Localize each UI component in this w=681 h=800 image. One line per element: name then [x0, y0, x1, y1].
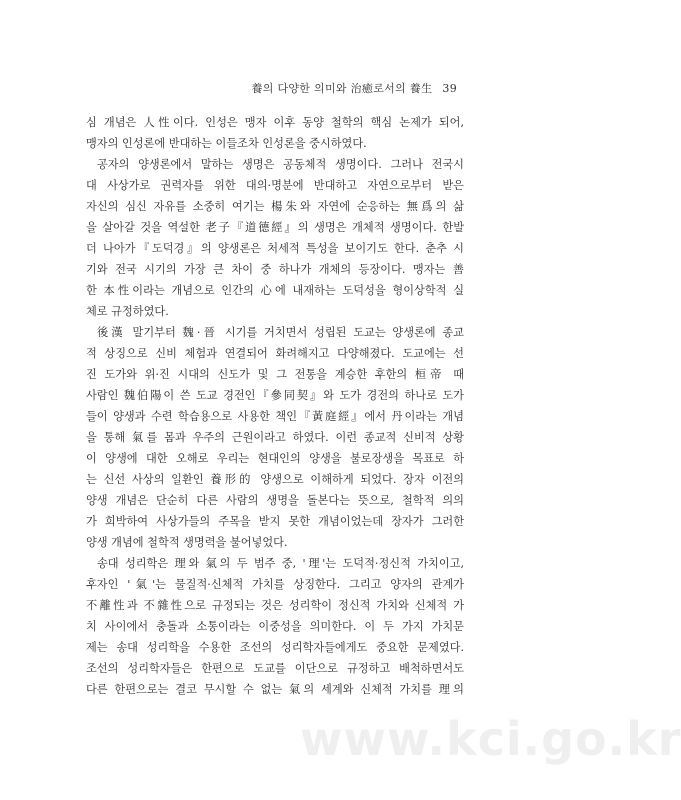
paragraph-4 — [86, 553, 464, 700]
text-line: 기와 전국 시기의 가장 큰 차이 중 하나가 개체의 등장이다. 맹자는 善 — [86, 263, 464, 276]
running-header — [251, 80, 457, 96]
text-line: 을 살아갈 것을 역설한 老子『道德經』의 생명은 개체적 생명이다. 한발 — [86, 221, 464, 234]
text-line: 양생 개념에 철학적 생명력을 불어넣었다. — [86, 536, 288, 549]
text-line: 양생 개념은 단순히 다른 사람의 생명을 돌본다는 뜻으로, 철학적 의의 — [86, 494, 464, 507]
text-line: 다른 한편으로는 결코 무시할 수 없는 氣의 세계와 신체적 가치를 理의 — [86, 683, 464, 696]
text-line: 을 통해 氣를 몸과 우주의 근원이라고 하였다. 이런 종교적 신비적 상황 — [86, 431, 464, 444]
text-line: 조선의 성리학자들은 한편으로 도교를 이단으로 규정하고 배척하면서도 — [86, 662, 464, 675]
text-line: 들이 양생과 수련 학습용으로 사용한 책인『黃庭經』에서 丹이라는 개념 — [86, 410, 464, 423]
text-line: 한 本性이라는 개념으로 인간의 心에 내재하는 도덕성을 형이상학적 실 — [86, 284, 464, 297]
text-line: 심 개념은 人性이다. 인성은 맹자 이후 동양 철학의 핵심 논제가 되어, — [86, 116, 464, 129]
text-line: 치 사이에서 충돌과 소통이라는 이중성을 의미한다. 이 두 가지 가치문 — [86, 620, 464, 633]
paragraph-2 — [86, 154, 464, 322]
text-line: 후자인 '氣'는 물질적·신체적 가치를 상징한다. 그리고 양자의 관계가 — [86, 578, 464, 591]
text-line: 자신의 심신 자유를 소중히 여기는 楊朱와 자연에 순응하는 無爲의 삶 — [86, 200, 464, 213]
paragraph-1 — [86, 112, 464, 154]
text-line: 체로 규정하였다. — [86, 305, 169, 318]
text-line: 가 희박하여 사상가들의 주목을 받지 못한 개념이었는데 장자가 그러한 — [86, 515, 464, 528]
paragraph-3 — [86, 322, 464, 553]
text-line: 공자의 양생론에서 말하는 생명은 공동체적 생명이다. 그러나 전국시 — [97, 158, 464, 171]
text-line: 는 신선 사상의 일환인 養形的 양생으로 이해하게 되었다. 장자 이전의 — [86, 473, 464, 486]
text-line: 사람인 魏伯陽이 쓴 도교 경전인『參同契』와 도가 경전의 하나로 도가 — [86, 389, 464, 402]
text-line: 後漢 말기부터 魏·晉 시기를 거치면서 성립된 도교는 양생론에 종교 — [97, 326, 464, 339]
running-header-title: 養의 다양한 의미와 治癒로서의 養生 — [251, 82, 433, 95]
text-line: 대 사상가로 권력자를 위한 대의·명분에 반대하고 자연으로부터 받은 — [86, 179, 464, 192]
text-line: 이 양생에 대한 오해로 우리는 현대인의 양생을 불로장생을 목표로 하 — [86, 452, 464, 465]
text-line: 송대 성리학은 理와 氣의 두 범주 중, '理'는 도덕적·정신적 가치이고, — [97, 557, 464, 570]
text-line: 적 상징으로 신비 체험과 연결되어 화려해지고 다양해졌다. 도교에는 선 — [86, 347, 464, 360]
page-number: 39 — [442, 82, 457, 95]
body-text — [86, 112, 464, 700]
text-line: 더 나아가『도덕경』의 양생론은 처세적 특성을 보이기도 한다. 춘추 시 — [86, 242, 464, 255]
text-line: 제는 송대 성리학을 수용한 조선의 성리학자들에게도 중요한 문제였다. — [86, 641, 464, 654]
text-line: 진 도가와 위·진 시대의 신도가 및 그 전통을 계승한 후한의 桓帝 때 — [86, 368, 464, 381]
text-line: 不離性과 不雜性으로 규정되는 것은 성리학이 정신적 가치와 신체적 가 — [86, 599, 464, 612]
text-line: 맹자의 인성론에 반대하는 이들조차 인성론을 중시하였다. — [86, 137, 367, 150]
watermark: www.kci.go.kr — [300, 712, 681, 766]
